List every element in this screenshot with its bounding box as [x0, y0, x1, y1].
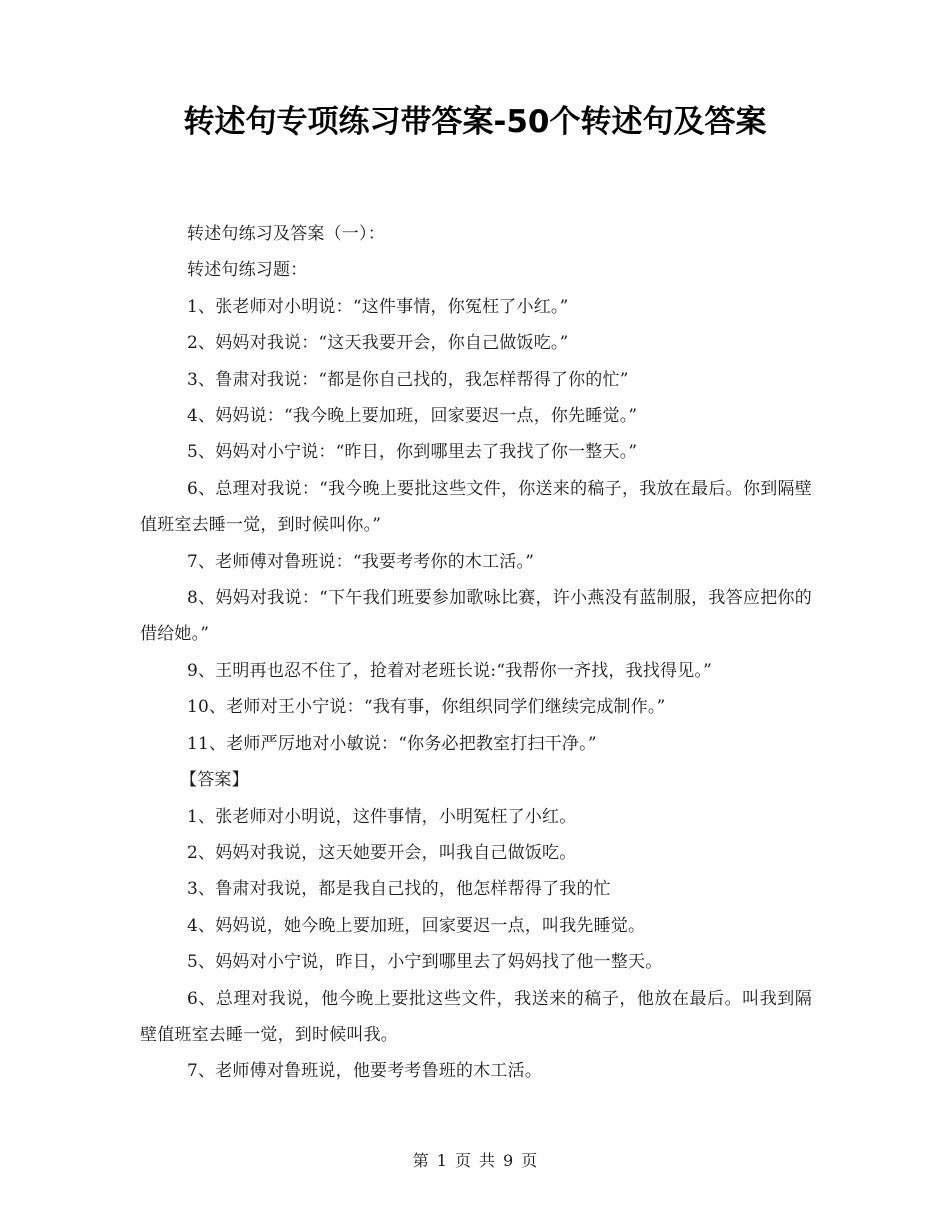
exercise-item: 8、妈妈对我说：“下午我们班要参加歌咏比赛，许小燕没有蓝制服，我答应把你的借给她。” — [140, 588, 812, 645]
footer-prefix: 第 — [412, 1151, 429, 1170]
footer-page-word: 页 — [454, 1151, 471, 1170]
paragraph-exercise-heading: 转述句练习题： — [187, 260, 308, 281]
exercise-item: 4、妈妈说：“我今晚上要加班，回家要迟一点，你先睡觉。” — [187, 406, 638, 427]
answer-item: 2、妈妈对我说，这天她要开会，叫我自己做饭吃。 — [187, 842, 577, 863]
answer-item: 3、鲁肃对我说，都是我自己找的，他怎样帮得了我的忙 — [187, 879, 611, 900]
document-body — [140, 216, 812, 1090]
exercise-item: 9、王明再也忍不住了，抢着对老班长说:“我帮你一齐找，我找得见。” — [187, 660, 713, 681]
exercise-item: 11、老师严厉地对小敏说：“你务必把教室打扫干净。” — [187, 733, 597, 754]
answer-item: 5、妈妈对小宁说，昨日，小宁到哪里去了妈妈找了他一整天。 — [187, 952, 663, 973]
footer-suffix: 页 — [521, 1151, 538, 1170]
answer-item: 6、总理对我说，他今晚上要批这些文件，我送来的稿子，他放在最后。叫我到隔壁值班室去睡一觉，到时候叫我。 — [140, 988, 812, 1045]
footer-current-page: 1 — [436, 1151, 447, 1170]
exercise-item: 7、老师傅对鲁班说：“我要考考你的木工活。” — [187, 551, 535, 572]
answer-item: 7、老师傅对鲁班说，他要考考鲁班的木工活。 — [187, 1061, 543, 1082]
answers-heading: 【答案】 — [180, 770, 249, 791]
exercise-item: 3、鲁肃对我说：“都是你自己找的，我怎样帮得了你的忙” — [187, 369, 629, 390]
footer-total-word: 共 — [479, 1151, 496, 1170]
page-footer — [0, 1148, 950, 1174]
document-title: 转述句专项练习带答案-50个转述句及答案 — [183, 104, 767, 140]
answer-item: 4、妈妈说，她今晚上要加班，回家要迟一点，叫我先睡觉。 — [187, 915, 646, 936]
answer-item: 1、张老师对小明说，这件事情，小明冤枉了小红。 — [187, 806, 577, 827]
footer-total-pages: 9 — [503, 1151, 514, 1170]
paragraph-section-heading: 转述句练习及答案（一）： — [187, 224, 385, 244]
exercise-item: 5、妈妈对小宁说：“昨日，你到哪里去了我找了你一整天。” — [187, 442, 638, 463]
exercise-item: 2、妈妈对我说：“这天我要开会，你自己做饭吃。” — [187, 333, 569, 354]
exercise-item: 6、总理对我说：“我今晚上要批这些文件，你送来的稿子，我放在最后。你到隔壁值班室去睡一觉，到时候叫你。” — [140, 478, 812, 536]
exercise-item: 1、张老师对小明说：“这件事情，你冤枉了小红。” — [187, 296, 569, 317]
exercise-item: 10、老师对王小宁说：“我有事，你组织同学们继续完成制作。” — [187, 697, 666, 718]
